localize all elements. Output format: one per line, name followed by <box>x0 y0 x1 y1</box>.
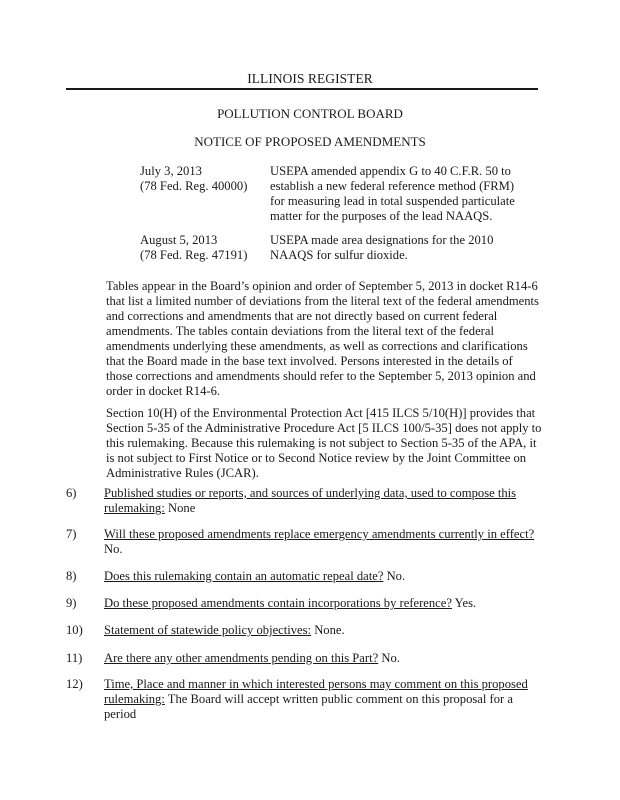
item-number: 6) <box>66 486 77 500</box>
item-question: Statement of statewide policy objectives: <box>104 623 312 637</box>
item-number: 9) <box>66 596 77 610</box>
item-answer: No. <box>386 569 406 583</box>
entry-text: USEPA made area designations for the 2010 NAAQS for sulfur dioxide. <box>270 233 494 262</box>
item-answer: No. <box>381 651 400 665</box>
tables-paragraph: Tables appear in the Board’s opinion and order of September 5, 2013 in docket R14-6 that list a limited number of deviations from the literal text of the federal amendments and corrections and amendments that are not directly based on current federal amendments. The tables contain deviations from the literal text of the federal amendments underlying these amendments, as well as corrections and clarifications that the Board made in the base text involved. Persons interested in the details of those corrections and amendments should refer to the September 5, 2013 opinion and order in docket R14-6. <box>106 279 539 398</box>
item-number: 12) <box>66 677 83 691</box>
item-answer: Yes. <box>454 596 477 610</box>
entry-date: July 3, 2013 <box>140 164 202 178</box>
entry-date: August 5, 2013 <box>140 233 218 247</box>
entry-citation: (78 Fed. Reg. 47191) <box>140 248 248 262</box>
item-answer: None. <box>314 623 345 637</box>
item-number: 7) <box>66 527 77 541</box>
item-answer: No. <box>104 542 123 556</box>
item-number: 11) <box>66 651 83 665</box>
item-number: 8) <box>66 569 77 583</box>
item-number: 10) <box>66 623 83 637</box>
item-question: Are there any other amendments pending on this Part? <box>104 651 379 665</box>
entry-july-2013 <box>140 164 515 224</box>
entry-citation: (78 Fed. Reg. 40000) <box>140 179 248 193</box>
item-answer: The Board will accept written public comment on this proposal for a period <box>104 692 513 721</box>
entry-text: USEPA amended appendix G to 40 C.F.R. 50 to establish a new federal reference method (FRM) for measuring lead in total suspended particulate matter for the purposes of the lead NAAQS. <box>270 164 515 223</box>
notice-title: NOTICE OF PROPOSED AMENDMENTS <box>194 134 426 149</box>
item-answer: None <box>168 501 196 515</box>
entry-august-2013 <box>140 233 515 263</box>
item-question: Time, Place and manner in which interested persons may comment on this proposed rulemaking: <box>104 677 528 706</box>
header-rule <box>66 88 538 90</box>
section-10h-paragraph: Section 10(H) of the Environmental Protection Act [415 ILCS 5/10(H)] provides that Section 5-35 of the Administrative Procedure Act [5 ILCS 100/5-35] does not apply to this rulemaking. Because this rulemaking is not subject to Section 5-35 of the APA, it is not subject to First Notice or to Second Notice review by the Joint Committee on Administrative Rules (JCAR). <box>106 406 542 480</box>
register-title: ILLINOIS REGISTER <box>247 71 373 86</box>
item-question: Will these proposed amendments replace emergency amendments currently in effect? <box>104 527 535 541</box>
item-question: Does this rulemaking contain an automatic repeal date? <box>104 569 384 583</box>
item-question: Published studies or reports, and sources of underlying data, used to compose this rulemaking: <box>104 486 517 515</box>
agency-name: POLLUTION CONTROL BOARD <box>217 106 403 121</box>
item-question: Do these proposed amendments contain incorporations by reference? <box>104 596 452 610</box>
